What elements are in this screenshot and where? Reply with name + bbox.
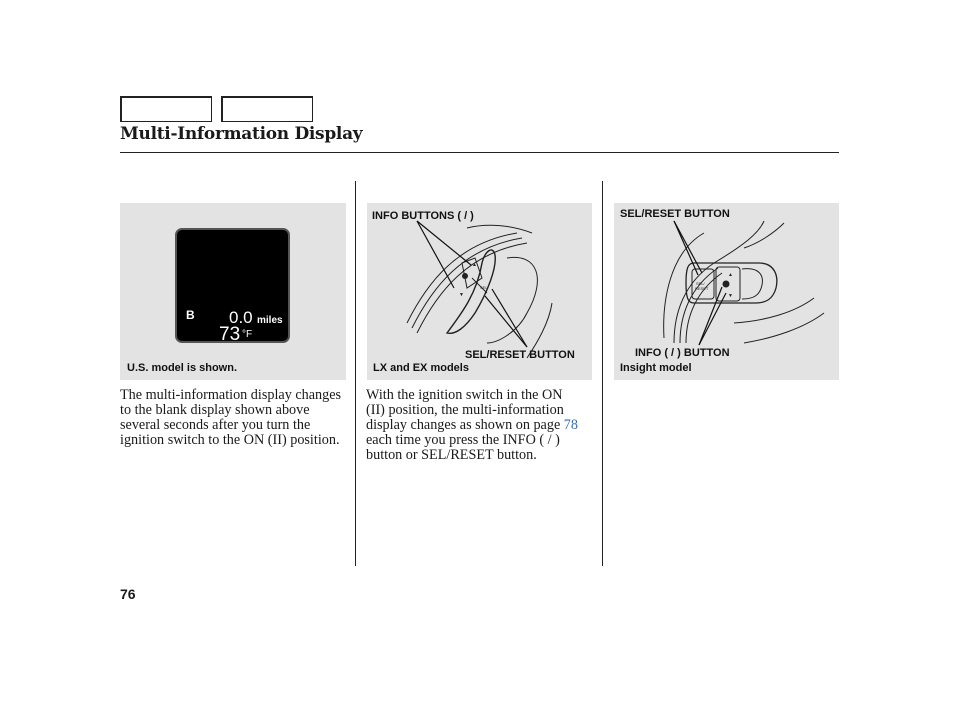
temperature-value: 73 (219, 324, 241, 345)
lcd-screen (175, 228, 290, 343)
figure-caption: LX and EX models (373, 362, 469, 374)
temperature-unit: °F (242, 329, 253, 340)
sel-reset-button-label: SEL/RESET BUTTON (620, 208, 730, 220)
svg-text:▼: ▼ (459, 293, 464, 298)
info-icon (723, 281, 730, 288)
info-button-label: INFO ( / ) BUTTON (635, 347, 730, 359)
figure-display (120, 203, 346, 380)
column-2-text (366, 388, 584, 463)
figure-steering-lx-ex (367, 203, 592, 380)
svg-text:▲: ▲ (728, 273, 733, 278)
column-2-text-end: each time you press the INFO ( / ) button or SEL/RESET button. (366, 432, 560, 463)
column-divider (602, 181, 603, 566)
title-rule (120, 152, 839, 153)
svg-text:SEL: SEL (480, 285, 488, 290)
column-2-text-start: With the ignition switch in the ON (II) position, the multi-information display changes as shown on page (366, 387, 564, 433)
figure-steering-insight (614, 203, 839, 380)
page-link[interactable]: 78 (563, 417, 578, 433)
page-title: Multi-Information Display (120, 124, 363, 144)
info-buttons-label: INFO BUTTONS ( / ) (372, 210, 474, 222)
display-indicator: B (186, 308, 195, 322)
figure-caption: Insight model (620, 362, 692, 374)
svg-text:▼: ▼ (728, 294, 733, 299)
column-divider (355, 181, 356, 566)
page-number: 76 (120, 586, 136, 602)
odometer-unit: miles (257, 315, 283, 326)
column-1-text: The multi-information display changes to the blank display shown above several seconds after you turn the ignition switch to the ON (II) position. (120, 387, 342, 448)
nav-box-contents[interactable] (120, 96, 212, 122)
info-icon (462, 273, 468, 279)
nav-box-index[interactable] (221, 96, 313, 122)
odometer-value: 0.0 (229, 308, 253, 327)
svg-text:▲: ▲ (472, 263, 477, 268)
svg-text:SEL/: SEL/ (696, 281, 705, 286)
sel-reset-button-label: SEL/RESET BUTTON (465, 349, 575, 361)
figure-caption: U.S. model is shown. (127, 362, 238, 374)
svg-text:RESET: RESET (695, 286, 709, 291)
